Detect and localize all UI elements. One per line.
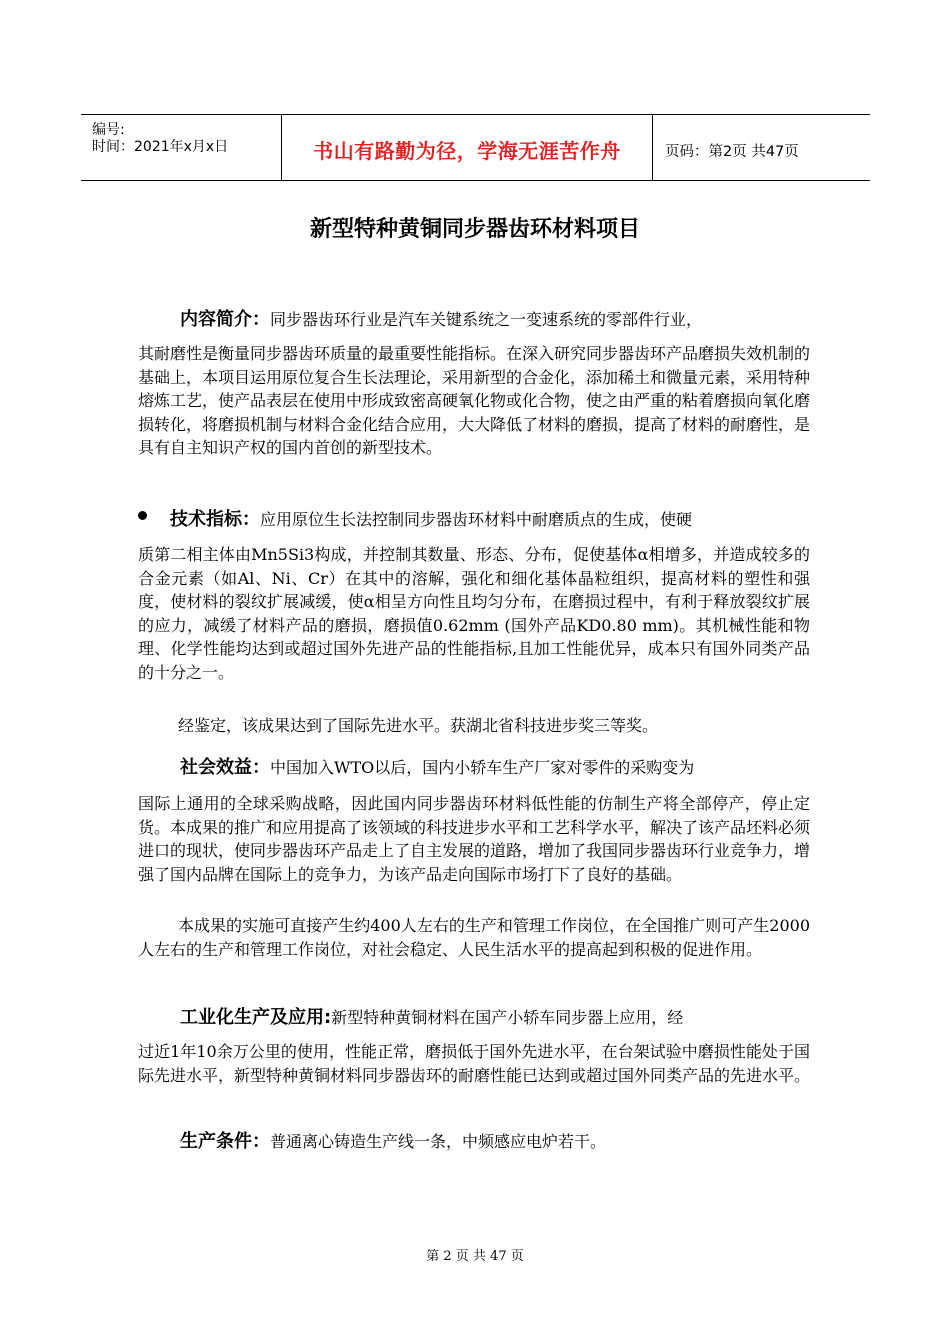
page-header [81, 114, 870, 181]
document-title: 新型特种黄铜同步器齿环材料项目 [309, 216, 640, 242]
header-motto: 书山有路勤为径，学海无涯苦作舟 [313, 139, 621, 163]
tech-heading: 技术指标： [170, 509, 260, 530]
intro-first-line: 同步器齿环行业是汽车关键系统之一变速系统的零部件行业， [270, 310, 703, 329]
social-lead-line [180, 753, 694, 779]
social-first-line: 中国加入WTO以后，国内小轿车生产厂家对零件的采购变为 [270, 758, 695, 777]
social-jobs: 本成果的实施可直接产生约400人左右的生产和管理工作岗位，在全国推广则可产生2000人左右的生产和管理工作岗位，对社会稳定、人民生活水平的提高起到积极的促进作用。 [138, 916, 810, 959]
conditions-first-line: 普通离心铸造生产线一条，中频感应电炉若干。 [270, 1132, 607, 1151]
document-time-label: 时间：2021年x月x日 [92, 139, 229, 155]
industrial-body: 过近1年10余万公里的使用，性能正常，磨损低于国外先进水平，在台架试验中磨损性能处于国际先进水平，新型特种黄铜材料同步器齿环的耐磨性能已达到或超过国外同类产品的先进水平。 [138, 1042, 811, 1085]
conditions-lead-line [180, 1127, 606, 1153]
header-middle-cell [282, 115, 653, 180]
industrial-lead-line [180, 1003, 683, 1029]
bullet-icon [138, 511, 147, 520]
intro-body: 其耐磨性是衡量同步器齿环质量的最重要性能指标。在深入研究同步器齿环产品磨损失效机制的基础上，本项目运用原位复合生长法理论，采用新型的合金化，添加稀土和微量元素，采用特种熔炼工艺，使产品表层在使用中形成致密高硬氧化物或化合物，使之由严重的粘着磨损向氧化磨损转化，将磨损机制与材料合金化结合应用，大大降低了材料的磨损，提高了材料的耐磨性，是具有自主知识产权的国内首创的新型技术。 [138, 344, 811, 457]
industrial-heading: 工业化生产及应用: [180, 1007, 332, 1028]
conditions-heading: 生产条件： [180, 1131, 270, 1152]
tech-body: 质第二相主体由Mn5Si3构成，并控制其数量、形态、分布，促使基体α相增多，并造成较多的合金元素（如Al、Ni、Cr）在其中的溶解，强化和细化基体晶粒组织，提高材料的塑性和强度，使材料的裂纹扩展减缓，使α相呈方向性且均匀分布，在磨损过程中，有利于释放裂纹扩展的应力，减缓了材料产品的磨损，磨损值0.62mm (国外产品KD0.80 mm)。其机械性能和物理、化学性能均达到或超过国外先进产品的性能指标,且加工性能优异，成本只有国外同类产品的十分之一。 [138, 545, 810, 682]
document-number-label: 编号: [92, 122, 125, 138]
industrial-first-line: 新型特种黄铜材料在国产小轿车同步器上应用，经 [331, 1008, 684, 1027]
tech-appraisal: 经鉴定，该成果达到了国际先进水平。获湖北省科技进步奖三等奖。 [178, 716, 659, 735]
header-page-info: 页码：第2页 共47页 [665, 144, 799, 160]
intro-heading: 内容简介： [180, 309, 270, 330]
page-footer: 第 2 页 共 47 页 [426, 1249, 524, 1264]
header-right-cell [653, 115, 870, 180]
header-left-cell [81, 115, 282, 180]
social-body: 国际上通用的全球采购战略，因此国内同步器齿环材料低性能的仿制生产将全部停产，停止定货。本成果的推广和应用提高了该领域的科技进步水平和工艺科学水平，解决了该产品坯料必须进口的现状，使同步器齿环产品走上了自主发展的道路，增加了我国同步器齿环行业竞争力，增强了国内品牌在国际上的竞争力，为该产品走向国际市场打下了良好的基础。 [138, 794, 811, 884]
intro-lead-line [180, 305, 702, 331]
social-heading: 社会效益： [180, 757, 270, 778]
tech-lead-line [170, 505, 692, 531]
tech-first-line: 应用原位生长法控制同步器齿环材料中耐磨质点的生成，使硬 [260, 510, 693, 529]
